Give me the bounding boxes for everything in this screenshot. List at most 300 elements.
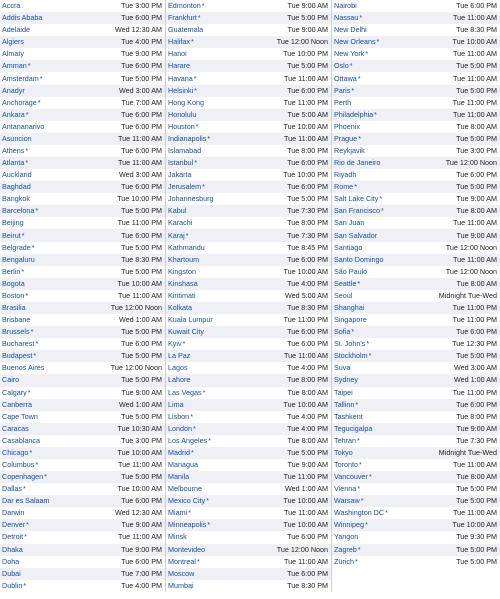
city-name[interactable]: Jakarta — [168, 170, 192, 180]
city-link[interactable] — [2, 205, 38, 217]
city-name[interactable]: Dhaka — [2, 544, 23, 554]
city-name[interactable]: Lagos — [168, 363, 188, 373]
city-name[interactable]: Warsaw — [334, 496, 360, 506]
city-link[interactable] — [168, 0, 205, 12]
city-link[interactable] — [334, 423, 373, 435]
city-link[interactable] — [168, 447, 194, 459]
city-link[interactable] — [2, 217, 25, 229]
city-name[interactable]: Yangon — [334, 532, 359, 542]
city-name[interactable]: Taipei — [334, 387, 353, 397]
city-link[interactable] — [2, 411, 39, 423]
city-name[interactable]: London — [168, 423, 192, 433]
city-name[interactable]: Khartoum — [168, 254, 200, 264]
city-link[interactable] — [334, 109, 377, 121]
city-link[interactable] — [2, 435, 41, 447]
city-name[interactable]: Mexico City — [168, 496, 206, 506]
city-link[interactable] — [334, 374, 359, 386]
city-link[interactable] — [2, 36, 25, 48]
city-link[interactable] — [2, 290, 28, 302]
city-link[interactable] — [168, 109, 197, 121]
city-link[interactable] — [334, 242, 363, 254]
city-name[interactable]: Lima — [168, 399, 184, 409]
city-link[interactable] — [168, 278, 199, 290]
city-name[interactable]: Kiritimati — [168, 290, 196, 300]
city-name[interactable]: Phoenix — [334, 121, 360, 131]
city-link[interactable] — [168, 471, 190, 483]
city-name[interactable]: Karachi — [168, 218, 193, 228]
city-name[interactable]: Brussels — [2, 327, 30, 337]
city-name[interactable]: Winnipeg — [334, 520, 364, 530]
city-name[interactable]: San Francisco — [334, 206, 380, 216]
city-name[interactable]: New Delhi — [334, 25, 367, 35]
city-link[interactable] — [334, 544, 361, 556]
city-link[interactable] — [334, 326, 354, 338]
city-link[interactable] — [168, 24, 204, 36]
city-link[interactable] — [334, 266, 368, 278]
city-link[interactable] — [334, 507, 388, 519]
city-name[interactable]: Toronto — [334, 460, 358, 469]
city-link[interactable] — [168, 568, 195, 580]
city-link[interactable] — [2, 12, 43, 24]
city-name[interactable]: Amsterdam — [2, 73, 39, 83]
city-name[interactable]: Kyiv — [168, 339, 182, 349]
city-name[interactable]: Indianapolis — [168, 133, 207, 143]
city-link[interactable] — [2, 423, 30, 435]
city-name[interactable]: Frankfurt — [168, 13, 197, 23]
city-name[interactable]: Addis Ababa — [2, 13, 43, 23]
city-link[interactable] — [2, 556, 20, 568]
city-name[interactable]: Oslo — [334, 61, 349, 71]
city-name[interactable]: Boston — [2, 290, 25, 300]
city-link[interactable] — [2, 157, 28, 169]
city-name[interactable]: Cape Town — [2, 411, 38, 421]
city-link[interactable] — [2, 519, 29, 531]
city-name[interactable]: Detroit — [2, 532, 24, 542]
city-link[interactable] — [334, 483, 360, 495]
city-link[interactable] — [168, 97, 205, 109]
city-name[interactable]: Tallinn — [334, 399, 355, 409]
city-name[interactable]: Kabul — [168, 206, 187, 216]
city-link[interactable] — [168, 423, 196, 435]
city-link[interactable] — [2, 580, 26, 592]
city-link[interactable] — [334, 121, 361, 133]
city-link[interactable] — [334, 230, 378, 242]
city-link[interactable] — [168, 85, 197, 97]
city-name[interactable]: Dar es Salaam — [2, 496, 50, 506]
city-link[interactable] — [2, 374, 20, 386]
city-link[interactable] — [334, 399, 358, 411]
city-link[interactable] — [2, 133, 33, 145]
city-link[interactable] — [2, 362, 45, 374]
city-name[interactable]: Bengaluru — [2, 254, 35, 264]
city-link[interactable] — [2, 507, 25, 519]
city-name[interactable]: Houston — [168, 121, 195, 131]
city-name[interactable]: Istanbul — [168, 158, 194, 168]
city-link[interactable] — [2, 230, 25, 242]
city-name[interactable]: Chicago — [2, 447, 29, 457]
city-name[interactable]: Kuwait City — [168, 327, 204, 337]
city-name[interactable]: Havana — [168, 73, 193, 83]
city-name[interactable]: São Paulo — [334, 266, 368, 276]
city-name[interactable]: Washington DC — [334, 508, 385, 518]
city-name[interactable]: Zürich — [334, 556, 354, 566]
city-link[interactable] — [2, 483, 26, 495]
city-name[interactable]: Budapest — [2, 351, 33, 361]
city-name[interactable]: Beijing — [2, 218, 24, 228]
city-name[interactable]: Minsk — [168, 532, 187, 542]
city-name[interactable]: Dubai — [2, 568, 21, 578]
city-name[interactable]: Managua — [168, 460, 198, 469]
city-name[interactable]: Paris — [334, 85, 351, 95]
city-name[interactable]: Canberra — [2, 399, 32, 409]
city-name[interactable]: Karaj — [168, 230, 185, 240]
city-name[interactable]: Belgrade — [2, 242, 31, 252]
city-name[interactable]: Auckland — [2, 170, 32, 180]
city-name[interactable]: Harare — [168, 61, 190, 71]
city-name[interactable]: Seoul — [334, 290, 353, 300]
city-name[interactable]: Halifax — [168, 37, 190, 47]
city-link[interactable] — [2, 97, 41, 109]
city-name[interactable]: Casablanca — [2, 435, 40, 445]
city-link[interactable] — [334, 314, 368, 326]
city-link[interactable] — [2, 121, 45, 133]
city-link[interactable] — [334, 48, 368, 60]
city-link[interactable] — [168, 350, 191, 362]
city-link[interactable] — [168, 411, 193, 423]
city-name[interactable]: Doha — [2, 556, 20, 566]
city-link[interactable] — [334, 217, 365, 229]
city-name[interactable]: Hanoi — [168, 49, 187, 59]
city-name[interactable]: San Salvador — [334, 230, 378, 240]
city-name[interactable]: Baghdad — [2, 182, 31, 192]
city-link[interactable] — [2, 314, 31, 326]
city-link[interactable] — [2, 399, 33, 411]
city-link[interactable] — [168, 580, 195, 592]
city-link[interactable] — [334, 205, 384, 217]
city-name[interactable]: Kolkata — [168, 302, 192, 312]
city-name[interactable]: Algiers — [2, 37, 24, 47]
city-link[interactable] — [168, 519, 210, 531]
city-link[interactable] — [168, 290, 197, 302]
city-link[interactable] — [168, 266, 197, 278]
city-name[interactable]: Santo Domingo — [334, 254, 384, 264]
city-link[interactable] — [334, 338, 369, 350]
city-name[interactable]: San Juan — [334, 218, 365, 228]
city-link[interactable] — [168, 531, 188, 543]
city-name[interactable]: Reykjavik — [334, 145, 365, 155]
city-name[interactable]: Sofia — [334, 327, 351, 337]
city-name[interactable]: Anadyr — [2, 85, 25, 95]
city-link[interactable] — [334, 302, 365, 314]
city-link[interactable] — [2, 326, 33, 338]
city-name[interactable]: Columbus — [2, 460, 35, 469]
city-link[interactable] — [334, 290, 353, 302]
city-link[interactable] — [168, 338, 185, 350]
city-link[interactable] — [334, 169, 357, 181]
city-time-row — [0, 133, 165, 145]
city-name[interactable]: Madrid — [168, 447, 190, 457]
city-name[interactable]: Kathmandu — [168, 242, 205, 252]
city-name[interactable]: Anchorage — [2, 97, 37, 107]
city-link[interactable] — [168, 133, 210, 145]
city-link[interactable] — [2, 0, 21, 12]
city-link[interactable] — [334, 181, 357, 193]
city-name[interactable]: Nairobi — [334, 1, 357, 11]
city-name[interactable]: Montevideo — [168, 544, 206, 554]
city-name[interactable]: Calgary — [2, 387, 27, 397]
city-link[interactable] — [2, 278, 26, 290]
city-name[interactable]: Kuala Lumpur — [168, 315, 213, 325]
city-link[interactable] — [2, 266, 24, 278]
city-name[interactable]: Rome — [334, 182, 354, 192]
city-name[interactable]: Miami — [168, 508, 188, 518]
city-name[interactable]: Caracas — [2, 423, 29, 433]
local-time: Tue 8:30 PM — [121, 254, 162, 264]
city-link[interactable] — [2, 73, 43, 85]
city-name[interactable]: Tegucigalpa — [334, 423, 373, 433]
city-link[interactable] — [168, 230, 189, 242]
city-link[interactable] — [168, 73, 197, 85]
dst-marker: * — [374, 109, 377, 119]
city-link[interactable] — [168, 374, 191, 386]
city-link[interactable] — [168, 242, 206, 254]
city-name[interactable]: Athens — [2, 145, 25, 155]
city-link[interactable] — [168, 387, 205, 399]
city-link[interactable] — [334, 435, 360, 447]
city-name[interactable]: La Paz — [168, 351, 191, 361]
city-name[interactable]: Prague — [334, 133, 358, 143]
city-name[interactable]: Montreal — [168, 556, 196, 566]
city-time-row — [0, 302, 165, 314]
city-link[interactable] — [168, 254, 200, 266]
city-name[interactable]: Santiago — [334, 242, 363, 252]
city-name[interactable]: Vancouver — [334, 472, 368, 482]
city-name[interactable]: New Orleans — [334, 37, 376, 47]
city-name[interactable]: Las Vegas — [168, 387, 202, 397]
city-link[interactable] — [168, 544, 206, 556]
city-link[interactable] — [2, 169, 33, 181]
city-link[interactable] — [2, 459, 38, 471]
city-name[interactable]: Singapore — [334, 315, 367, 325]
city-link[interactable] — [168, 121, 199, 133]
city-name[interactable]: Kinshasa — [168, 278, 198, 288]
city-name[interactable]: Moscow — [168, 568, 195, 578]
city-name[interactable]: Minneapolis — [168, 520, 207, 530]
city-link[interactable] — [2, 447, 32, 459]
city-name[interactable]: Vienna — [334, 484, 357, 494]
city-link[interactable] — [2, 338, 38, 350]
city-name[interactable]: Copenhagen — [2, 472, 44, 482]
city-link[interactable] — [2, 193, 31, 205]
dst-marker: * — [30, 327, 34, 337]
city-name[interactable]: Rio de Janeiro — [334, 158, 381, 168]
city-name[interactable]: Asuncion — [2, 133, 32, 143]
city-name[interactable]: Seattle — [334, 278, 357, 288]
local-time: Tue 9:00 AM — [456, 423, 497, 433]
city-link[interactable] — [2, 109, 29, 121]
city-link[interactable] — [2, 544, 24, 556]
city-name[interactable]: New York — [334, 49, 365, 59]
city-name[interactable]: Bucharest — [2, 339, 35, 349]
city-name[interactable]: Hong Kong — [168, 97, 204, 107]
city-link[interactable] — [334, 85, 354, 97]
city-link[interactable] — [334, 97, 352, 109]
dst-marker: * — [380, 206, 384, 216]
city-name[interactable]: Dallas — [2, 484, 22, 494]
city-link[interactable] — [334, 24, 368, 36]
city-link[interactable] — [168, 507, 191, 519]
city-link[interactable] — [168, 556, 200, 568]
city-name[interactable]: Adelaide — [2, 25, 30, 35]
city-name[interactable]: Shanghai — [334, 302, 365, 312]
city-link[interactable] — [2, 254, 36, 266]
city-link[interactable] — [2, 471, 47, 483]
city-name[interactable]: Berlin — [2, 266, 21, 276]
city-link[interactable] — [2, 24, 31, 36]
city-name[interactable]: Bogota — [2, 278, 25, 288]
city-link[interactable] — [334, 12, 362, 24]
city-link[interactable] — [2, 181, 32, 193]
city-name[interactable]: Darwin — [2, 508, 25, 518]
city-link[interactable] — [334, 36, 379, 48]
dst-marker: * — [194, 158, 197, 168]
city-link[interactable] — [168, 495, 209, 507]
city-link[interactable] — [334, 387, 354, 399]
city-link[interactable] — [334, 193, 382, 205]
city-link[interactable] — [2, 350, 36, 362]
city-name[interactable]: Johannesburg — [168, 194, 214, 204]
city-link[interactable] — [334, 254, 385, 266]
local-time: Wed 5:00 AM — [284, 290, 328, 300]
city-name[interactable]: Philadelphia — [334, 109, 374, 119]
city-link[interactable] — [334, 0, 358, 12]
city-link[interactable] — [168, 145, 202, 157]
city-link[interactable] — [2, 85, 26, 97]
city-link[interactable] — [334, 447, 354, 459]
city-link[interactable] — [334, 145, 366, 157]
city-name[interactable]: Tokyo — [334, 447, 353, 457]
city-link[interactable] — [168, 326, 205, 338]
city-link[interactable] — [334, 556, 358, 568]
city-link[interactable] — [168, 36, 194, 48]
city-link[interactable] — [168, 362, 189, 374]
city-link[interactable] — [334, 73, 361, 85]
city-name[interactable]: Brisbane — [2, 315, 31, 325]
city-name[interactable]: Helsinki — [168, 85, 194, 95]
city-link[interactable] — [334, 350, 371, 362]
city-name[interactable]: Riyadh — [334, 170, 357, 180]
city-name[interactable]: Lahore — [168, 375, 191, 385]
city-name[interactable]: Melbourne — [168, 484, 202, 494]
city-name[interactable]: Atlanta — [2, 158, 25, 168]
city-link[interactable] — [334, 471, 372, 483]
city-link[interactable] — [334, 278, 360, 290]
city-name[interactable]: Amman — [2, 61, 27, 71]
city-link[interactable] — [168, 181, 205, 193]
city-name[interactable]: Jerusalem — [168, 182, 202, 192]
city-link[interactable] — [168, 205, 187, 217]
city-link[interactable] — [2, 531, 27, 543]
city-link[interactable] — [168, 314, 214, 326]
local-time: Wed 3:00 AM — [118, 170, 162, 180]
city-name[interactable]: Dublin — [2, 580, 23, 590]
city-link[interactable] — [168, 60, 191, 72]
city-link[interactable] — [334, 362, 351, 374]
city-name[interactable]: Brasilia — [2, 302, 26, 312]
city-link[interactable] — [334, 157, 381, 169]
city-link[interactable] — [334, 411, 364, 423]
city-name[interactable]: Ottawa — [334, 73, 357, 83]
city-name[interactable]: Ankara — [2, 109, 25, 119]
city-name[interactable]: Buenos Aires — [2, 363, 45, 373]
city-name[interactable]: Beirut — [2, 230, 21, 240]
city-link[interactable] — [168, 435, 211, 447]
city-name[interactable]: Honolulu — [168, 109, 197, 119]
city-name[interactable]: Edmonton — [168, 1, 201, 11]
city-name[interactable]: Barcelona — [2, 206, 35, 216]
city-name[interactable]: Islamabad — [168, 145, 202, 155]
city-name[interactable]: Tehran — [334, 435, 356, 445]
city-name[interactable]: Accra — [2, 1, 21, 11]
city-link[interactable] — [2, 60, 31, 72]
city-link[interactable] — [2, 495, 51, 507]
city-link[interactable] — [168, 157, 197, 169]
city-name[interactable]: Zagreb — [334, 544, 357, 554]
city-name[interactable]: Cairo — [2, 375, 20, 385]
city-name[interactable]: St. John's — [334, 339, 366, 349]
city-link[interactable] — [334, 531, 359, 543]
city-name[interactable]: Tashkent — [334, 411, 363, 421]
city-link[interactable] — [2, 48, 25, 60]
city-link[interactable] — [168, 48, 188, 60]
city-name[interactable]: Suva — [334, 363, 351, 373]
city-link[interactable] — [2, 302, 27, 314]
city-link[interactable] — [168, 217, 193, 229]
city-name[interactable]: Mumbai — [168, 580, 194, 590]
city-link[interactable] — [2, 145, 28, 157]
city-link[interactable] — [334, 459, 362, 471]
city-name[interactable]: Bangkok — [2, 194, 30, 204]
city-link[interactable] — [168, 483, 203, 495]
city-name[interactable]: Antananarivo — [2, 121, 45, 131]
city-name[interactable]: Denver — [2, 520, 26, 530]
city-link[interactable] — [2, 568, 22, 580]
city-name[interactable]: Nassau — [334, 13, 359, 23]
city-name[interactable]: Almaty — [2, 49, 24, 59]
city-name[interactable]: Guatemala — [168, 25, 204, 35]
city-link[interactable] — [2, 242, 35, 254]
city-name[interactable]: Manila — [168, 472, 190, 482]
city-name[interactable]: Kingston — [168, 266, 196, 276]
city-name[interactable]: Sydney — [334, 375, 358, 385]
city-link[interactable] — [168, 302, 193, 314]
city-link[interactable] — [2, 387, 31, 399]
city-link[interactable] — [168, 12, 201, 24]
city-link[interactable] — [334, 133, 361, 145]
city-link[interactable] — [334, 519, 368, 531]
city-link[interactable] — [168, 193, 215, 205]
city-name[interactable]: Los Angeles — [168, 435, 208, 445]
city-name[interactable]: Perth — [334, 97, 352, 107]
city-link[interactable] — [334, 495, 364, 507]
city-name[interactable]: Salt Lake City — [334, 194, 379, 204]
city-name[interactable]: Lisbon — [168, 411, 190, 421]
city-link[interactable] — [168, 399, 185, 411]
city-link[interactable] — [334, 60, 353, 72]
city-link[interactable] — [168, 459, 199, 471]
city-name[interactable]: Stockholm — [334, 351, 368, 361]
city-link[interactable] — [168, 169, 193, 181]
